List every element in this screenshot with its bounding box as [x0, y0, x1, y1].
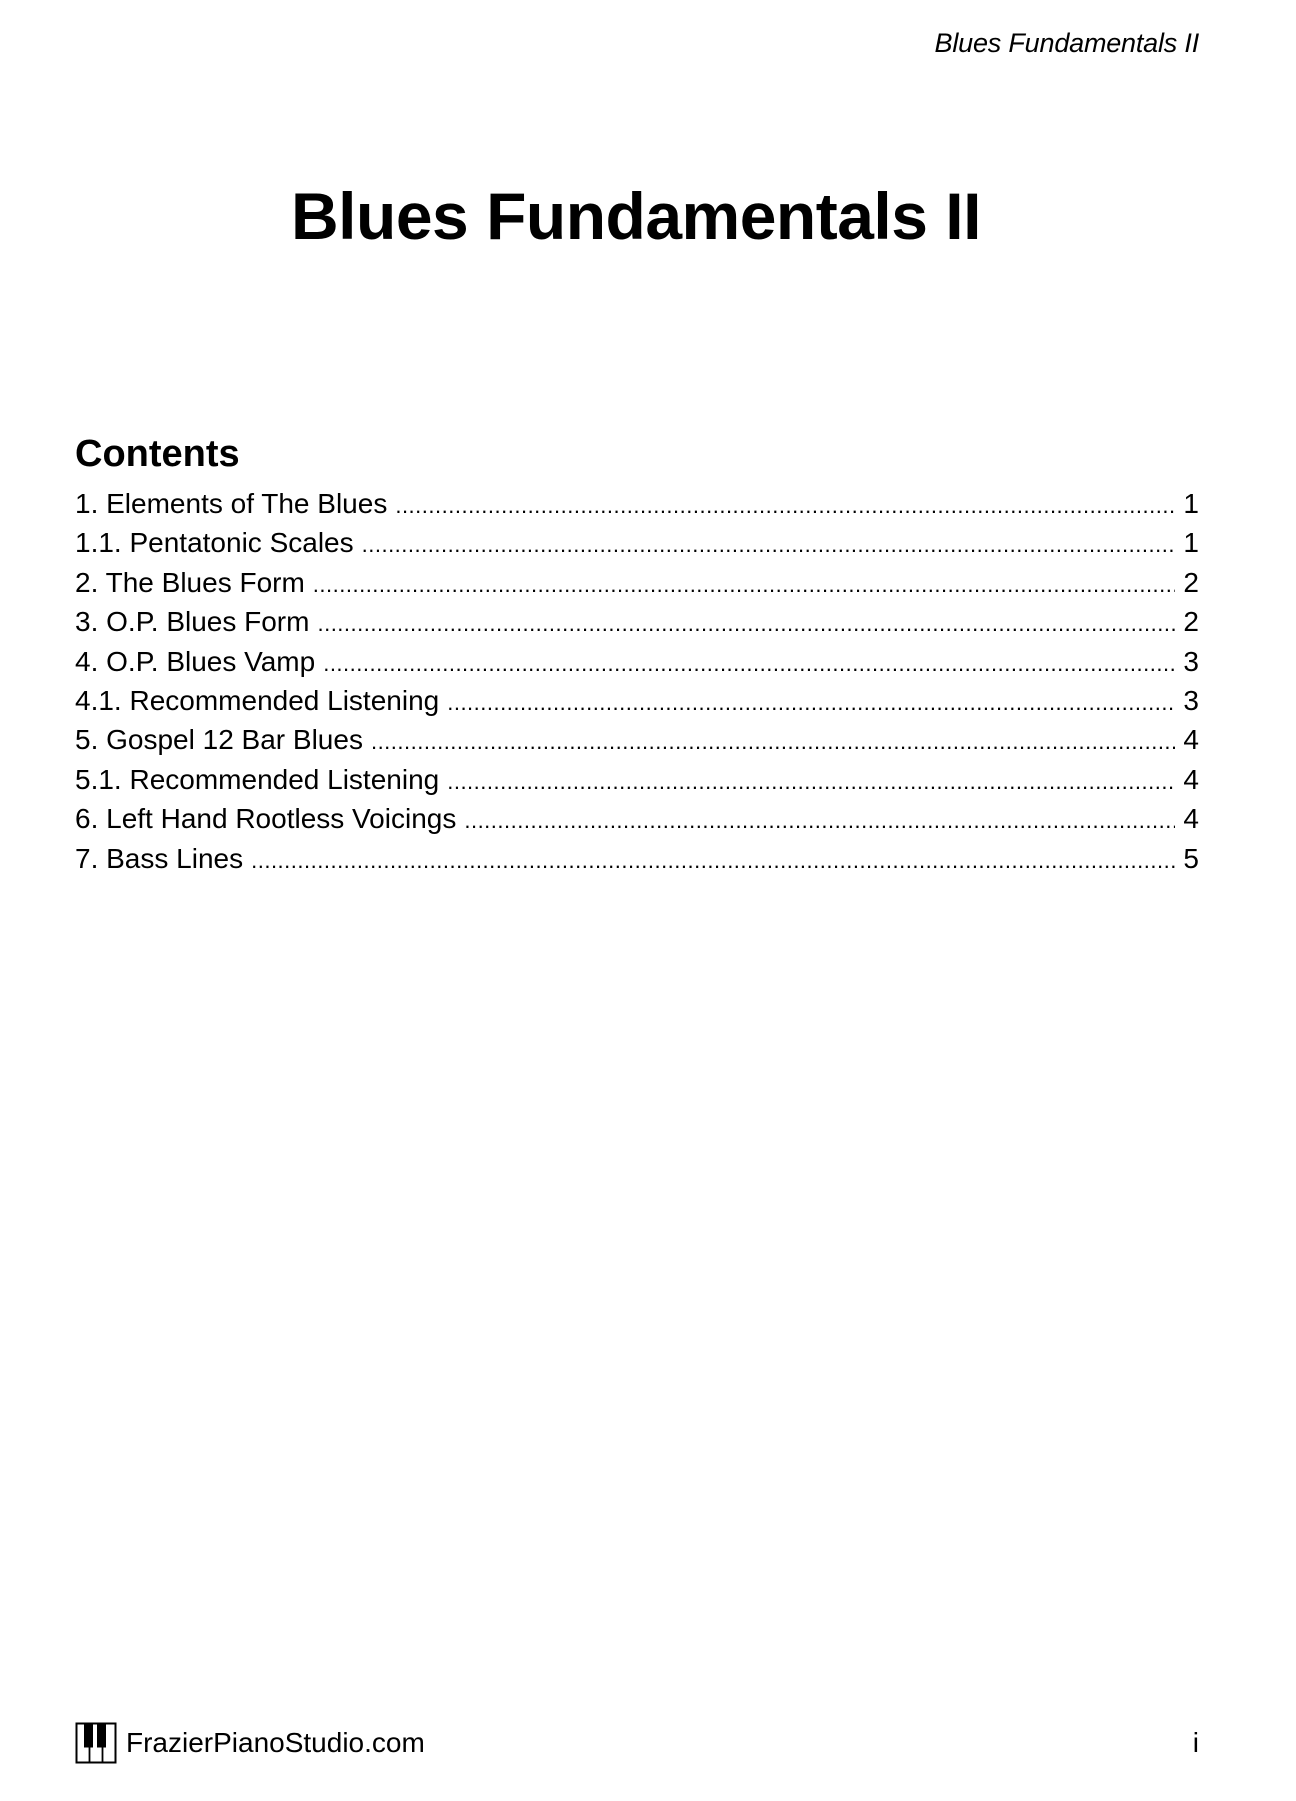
footer-brand: [75, 1722, 425, 1764]
toc-leader-dots: [317, 602, 1175, 643]
toc-entry-page: 3: [1183, 684, 1199, 716]
toc-entry-page: 4: [1183, 724, 1199, 756]
toc-entry-page: 2: [1183, 606, 1199, 638]
toc-entry[interactable]: [75, 642, 1199, 681]
toc-heading: Contents: [75, 433, 240, 475]
toc-entry[interactable]: [75, 720, 1199, 759]
toc-entry[interactable]: [75, 523, 1199, 562]
toc-entry[interactable]: [75, 760, 1199, 799]
toc-entry-page: 1: [1183, 527, 1199, 559]
toc-entry[interactable]: [75, 563, 1199, 602]
page-footer: [75, 1720, 1199, 1766]
toc-leader-dots: [447, 760, 1175, 801]
toc-entry[interactable]: [75, 681, 1199, 720]
toc-entry-page: 2: [1183, 566, 1199, 598]
toc-leader-dots: [323, 642, 1175, 683]
toc-leader-dots: [447, 681, 1175, 722]
table-of-contents: [75, 428, 1199, 878]
toc-entry[interactable]: [75, 602, 1199, 641]
toc-leader-dots: [313, 563, 1176, 604]
toc-leader-dots: [362, 523, 1176, 564]
running-header: Blues Fundamentals II: [934, 28, 1199, 58]
toc-entry-page: 4: [1183, 803, 1199, 835]
toc-entry[interactable]: [75, 799, 1199, 838]
toc-leader-dots: [371, 720, 1175, 761]
toc-entry-label: 5.1. Recommended Listening: [75, 763, 440, 795]
document-title: Blues Fundamentals II: [291, 179, 981, 253]
toc-entry[interactable]: [75, 484, 1199, 523]
toc-leader-dots: [395, 484, 1175, 525]
toc-entry-page: 5: [1183, 842, 1199, 874]
toc-leader-dots: [464, 799, 1175, 840]
toc-entry-label: 6. Left Hand Rootless Voicings: [75, 803, 457, 835]
toc-entry-label: 4. O.P. Blues Vamp: [75, 645, 316, 677]
toc-entry-label: 2. The Blues Form: [75, 566, 305, 598]
toc-entry[interactable]: [75, 839, 1199, 878]
toc-leader-dots: [251, 839, 1175, 880]
piano-keys-icon: [75, 1722, 117, 1764]
footer-page-number: i: [1192, 1727, 1199, 1758]
toc-entry-label: 1.1. Pentatonic Scales: [75, 527, 354, 559]
footer-site-name: FrazierPianoStudio.com: [126, 1727, 425, 1758]
toc-entry-label: 1. Elements of The Blues: [75, 488, 388, 519]
toc-entry-page: 1: [1183, 488, 1199, 519]
toc-entry-label: 3. O.P. Blues Form: [75, 606, 310, 638]
toc-entry-page: 4: [1183, 763, 1199, 795]
toc-entry-label: 7. Bass Lines: [75, 842, 244, 874]
toc-entry-label: 5. Gospel 12 Bar Blues: [75, 724, 363, 756]
toc-entry-page: 3: [1183, 645, 1199, 677]
toc-entry-label: 4.1. Recommended Listening: [75, 684, 440, 716]
